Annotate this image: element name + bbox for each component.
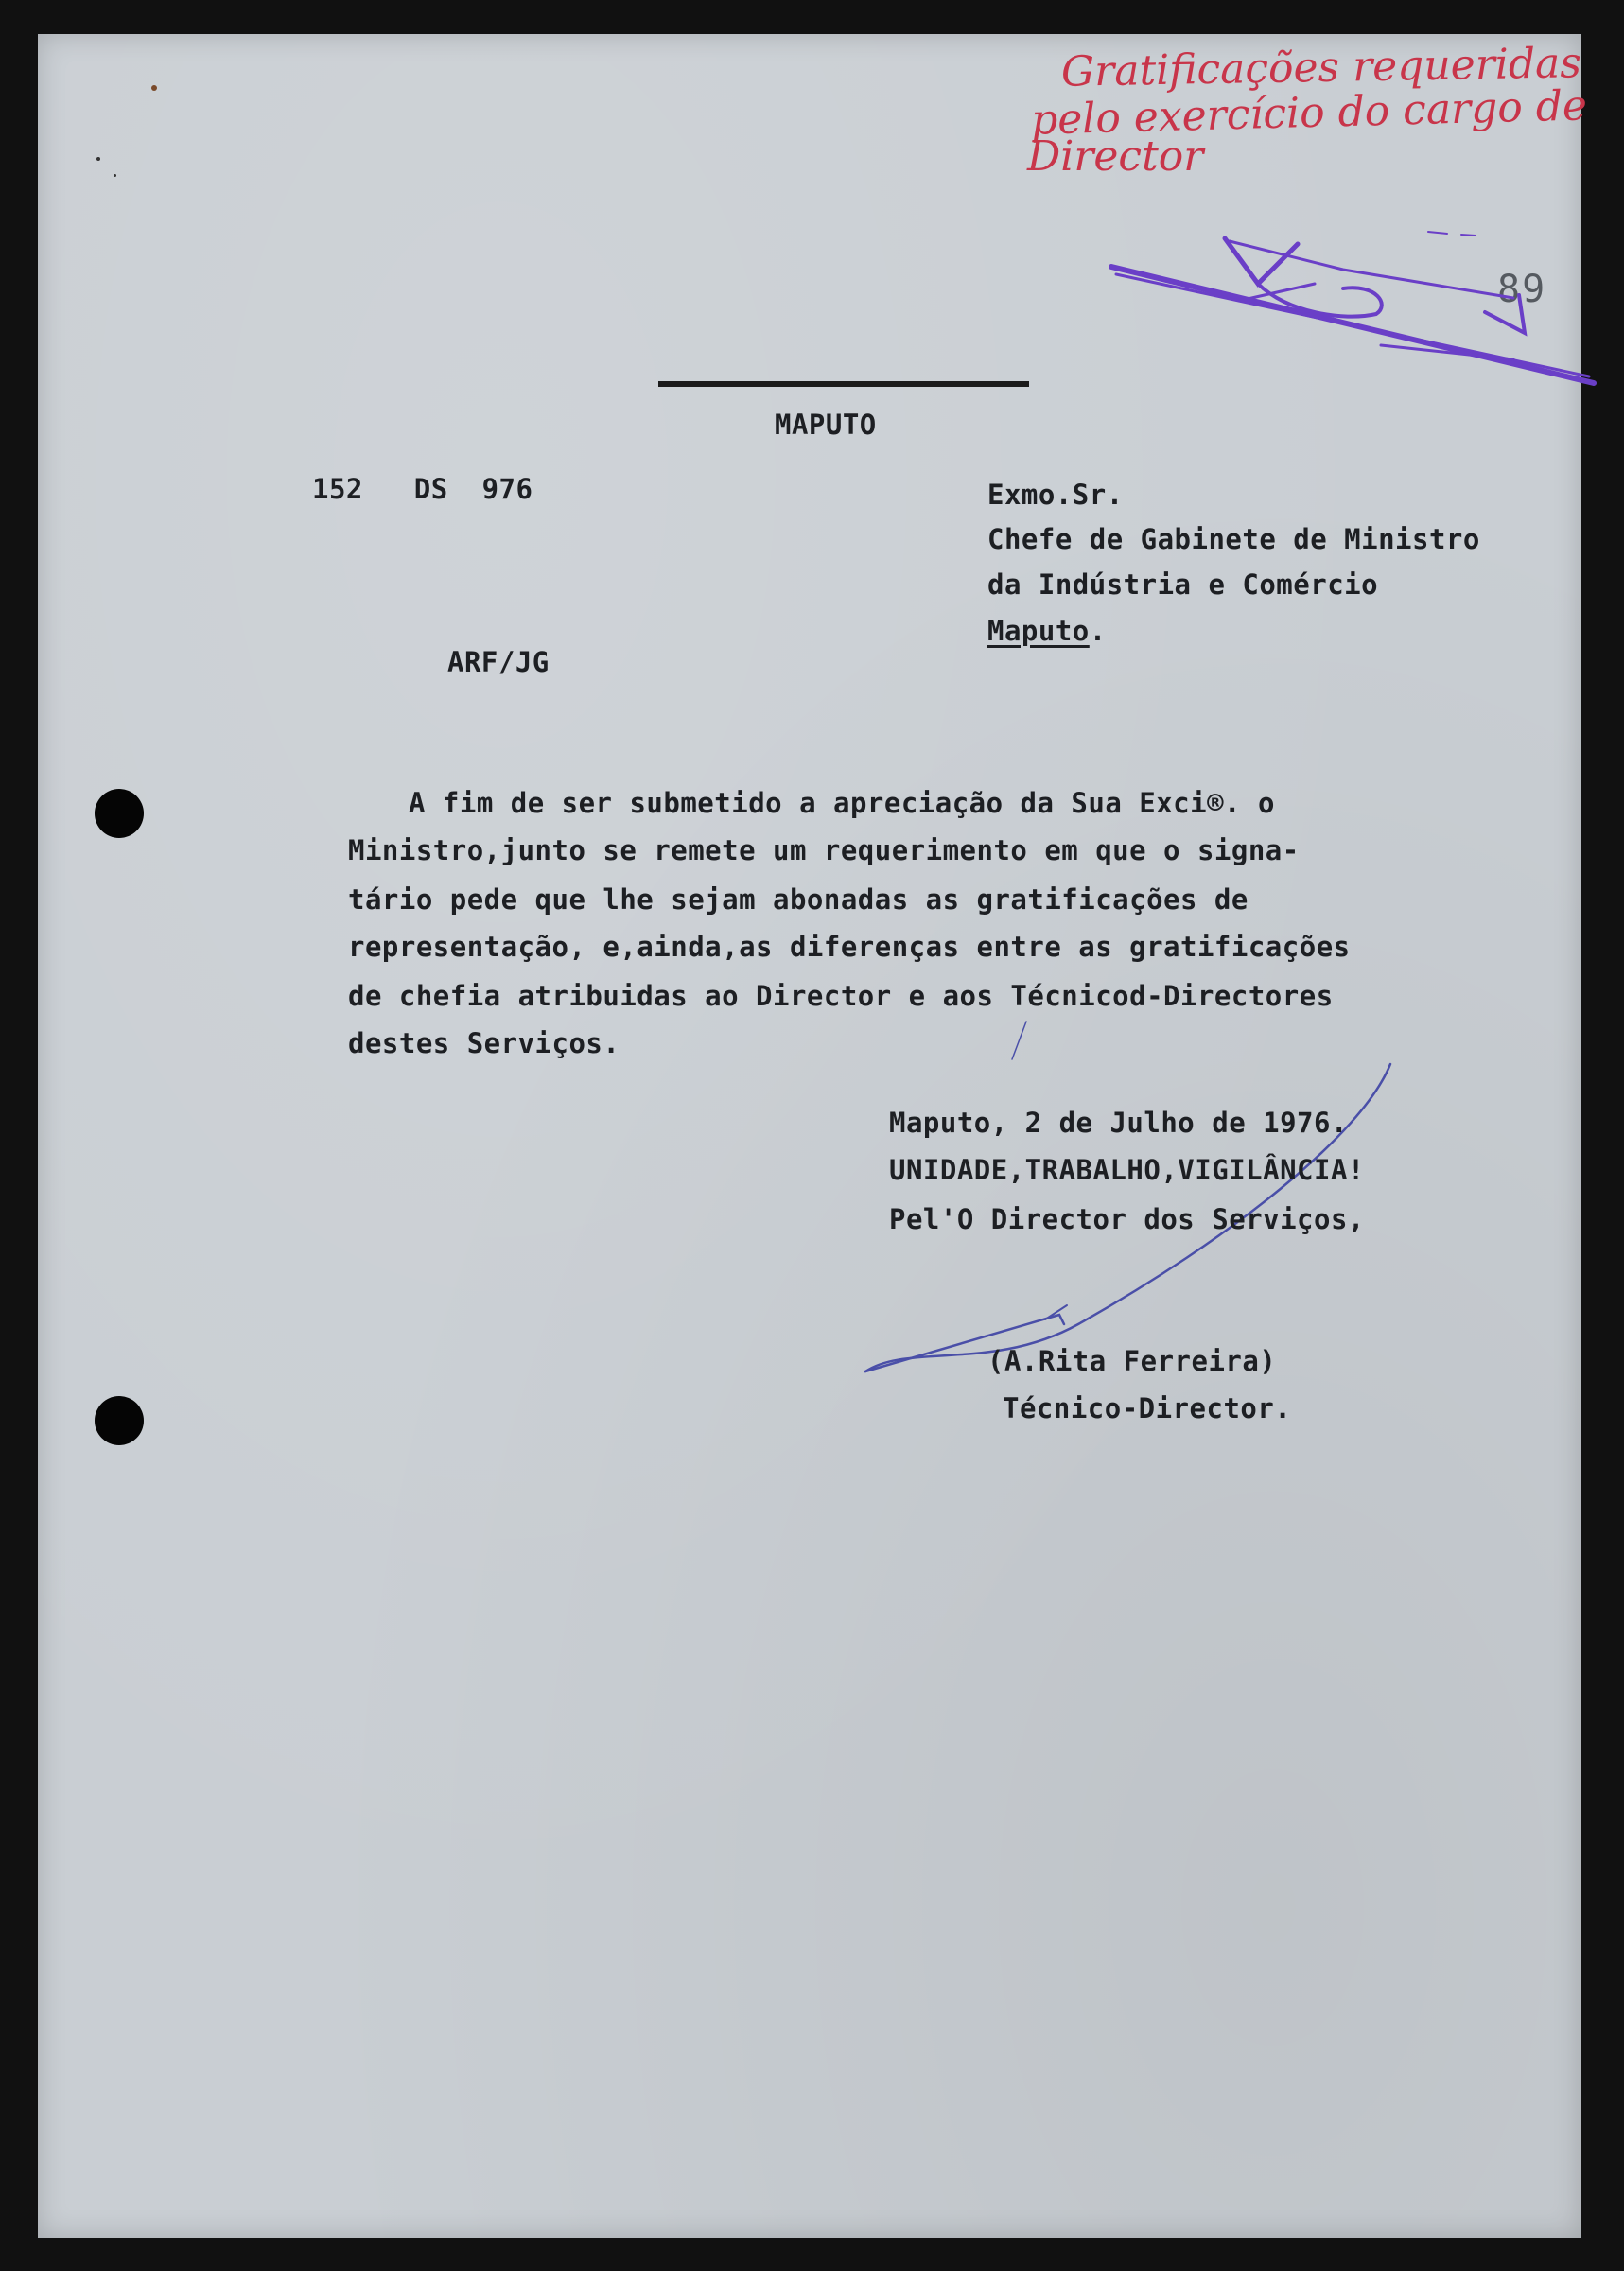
handwritten-annotation-line-2: pelo exercício do cargo de [1030,81,1588,145]
body-line-6: destes Serviços. [348,1027,620,1059]
header-rule [658,381,1029,387]
document-page [38,34,1581,2238]
punch-hole-top [95,789,144,838]
paper-speck [96,157,100,161]
recipient-line-3: da Indústria e Comércio [987,568,1379,601]
recipient-city-line [987,615,1107,647]
handwritten-annotation-line-1: Gratificações requeridas [1060,39,1582,96]
recipient-line-2: Chefe de Gabinete de Ministro [987,523,1480,555]
recipient-city-suffix: . [1089,615,1107,647]
body-line-1: A fim de ser submetido a apreciação da Sua Exci®. o [409,787,1275,819]
paper-speck [114,174,116,177]
handwritten-annotation-line-3: Director [1027,132,1204,181]
closing-motto: UNIDADE,TRABALHO,VIGILÂNCIA! [889,1154,1365,1186]
body-line-3: tário pede que lhe sejam abonadas as gratificações de [348,883,1249,916]
body-line-5: de chefia atribuidas ao Director e aos Técnicod-Directores [348,980,1334,1012]
signatory-name: (A.Rita Ferreira) [987,1345,1277,1377]
closing-on-behalf: Pel'O Director dos Serviços, [889,1203,1365,1235]
recipient-salutation: Exmo.Sr. [987,479,1124,511]
closing-date: Maputo, 2 de Julho de 1976. [889,1107,1348,1139]
paper-speck [151,85,157,91]
body-line-4: representação, e,ainda,as diferenças entre as gratificações [348,931,1351,963]
recipient-city: Maputo [987,615,1090,647]
reference-number: 152 DS 976 [312,473,533,505]
signatory-title: Técnico-Director. [1003,1392,1292,1424]
reference-initials: ARF/JG [447,646,550,678]
punch-hole-bottom [95,1396,144,1445]
header-city: MAPUTO [775,409,877,441]
page-number: 89 [1497,268,1547,311]
body-line-2: Ministro,junto se remete um requerimento em que o signa- [348,834,1300,866]
